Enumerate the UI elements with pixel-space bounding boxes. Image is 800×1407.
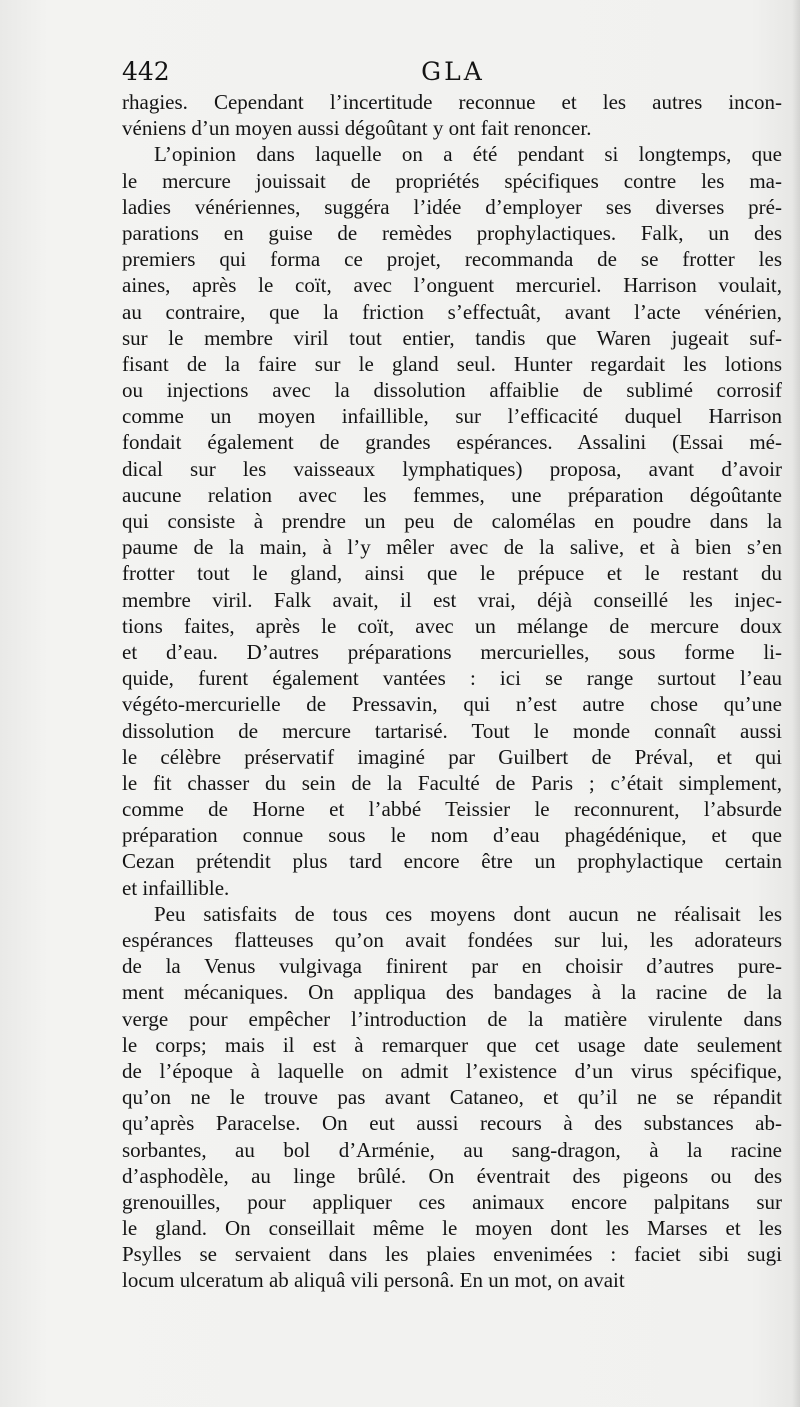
text-line: comme un moyen infaillible, sur l’efficacité duquel Harrison bbox=[122, 404, 782, 429]
text-line: végéto-mercurielle de Pressavin, qui n’est autre chose qu’une bbox=[122, 692, 782, 717]
text-line: le fit chasser du sein de la Faculté de Paris ; c’était simplement, bbox=[122, 770, 782, 795]
text-line: fisant de la faire sur le gland seul. Hunter regardait les lotions bbox=[122, 351, 782, 376]
text-line: de la Venus vulgivaga finirent par en choisir d’autres pure- bbox=[122, 954, 782, 979]
text-body bbox=[122, 89, 782, 1294]
text-line: qu’on ne le trouve pas avant Cataneo, et qu’il ne se répandit bbox=[122, 1085, 782, 1110]
text-line: premiers qui forma ce projet, recommanda de se frotter les bbox=[122, 247, 782, 272]
text-line: parations en guise de remèdes prophylactiques. Falk, un des bbox=[122, 220, 782, 245]
text-line: ment mécaniques. On appliqua des bandages à la racine de la bbox=[122, 980, 782, 1005]
text-line: le corps; mais il est à remarquer que cet usage date seulement bbox=[122, 1032, 782, 1057]
text-line: le célèbre préservatif imaginé par Guilbert de Préval, et qui bbox=[122, 744, 782, 769]
text-line: d’asphodèle, au linge brûlé. On éventrait des pigeons ou des bbox=[122, 1163, 782, 1188]
text-line: verge pour empêcher l’introduction de la matière virulente dans bbox=[122, 1006, 782, 1031]
text-line: de l’époque à laquelle on admit l’existence d’un virus spécifique, bbox=[122, 1058, 782, 1083]
text-line: Psylles se servaient dans les plaies envenimées : faciet sibi sugi bbox=[122, 1242, 782, 1267]
text-line: ladies vénériennes, suggéra l’idée d’employer ses diverses pré- bbox=[122, 194, 782, 219]
paragraph bbox=[122, 901, 782, 1294]
running-title: GLA bbox=[421, 57, 485, 86]
text-line: ou injections avec la dissolution affaiblie de sublimé corrosif bbox=[122, 378, 782, 403]
text-line: sur le membre viril tout entier, tandis que Waren jugeait suf- bbox=[122, 325, 782, 350]
text-line: au contraire, que la friction s’effectuât, avant l’acte vénérien, bbox=[122, 299, 782, 324]
text-line: tions faites, après le coït, avec un mélange de mercure doux bbox=[122, 613, 782, 638]
text-line: rhagies. Cependant l’incertitude reconnue et les autres incon- bbox=[122, 90, 782, 114]
text-line: L’opinion dans laquelle on a été pendant si longtemps, que bbox=[154, 142, 782, 167]
page-number: 442 bbox=[122, 57, 170, 86]
text-line: véniens d’un moyen aussi dégoûtant y ont fait renoncer. bbox=[122, 116, 592, 141]
page-edge-shadow bbox=[792, 0, 800, 1407]
text-line: frotter tout le gland, ainsi que le prépuce et le restant du bbox=[122, 561, 782, 586]
text-line: membre viril. Falk avait, il est vrai, déjà conseillé les injec- bbox=[122, 587, 782, 612]
text-line: comme de Horne et l’abbé Teissier le reconnurent, l’absurde bbox=[122, 797, 782, 822]
text-line: qu’après Paracelse. On eut aussi recours à des substances ab- bbox=[122, 1111, 782, 1136]
text-line: le mercure jouissait de propriétés spécifiques contre les ma- bbox=[122, 168, 782, 193]
text-line: fondait également de grandes espérances. Assalini (Essai mé- bbox=[122, 430, 782, 455]
text-line: le gland. On conseillait même le moyen dont les Marses et les bbox=[122, 1216, 782, 1241]
paragraph bbox=[122, 141, 782, 900]
text-line: qui consiste à prendre un peu de calomélas en poudre dans la bbox=[122, 509, 782, 533]
text-line: Cezan prétendit plus tard encore être un prophylactique certain bbox=[122, 849, 782, 874]
page-header bbox=[122, 56, 784, 88]
text-line: locum ulceratum ab aliquâ vili personâ. En un mot, on avait bbox=[122, 1268, 625, 1293]
text-line: quide, furent également vantées : ici se range surtout l’eau bbox=[122, 666, 782, 691]
text-line: et infaillible. bbox=[122, 875, 230, 900]
text-line: préparation connue sous le nom d’eau phagédénique, et que bbox=[122, 823, 782, 848]
paragraph bbox=[122, 89, 782, 141]
text-line: sorbantes, au bol d’Arménie, au sang-dragon, à la racine bbox=[122, 1137, 782, 1162]
text-line: aines, après le coït, avec l’onguent mercuriel. Harrison voulait, bbox=[122, 273, 782, 298]
text-line: espérances flatteuses qu’on avait fondées sur lui, les adorateurs bbox=[122, 928, 782, 952]
text-line: grenouilles, pour appliquer ces animaux encore palpitans sur bbox=[122, 1189, 782, 1214]
text-line: dical sur les vaisseaux lymphatiques) proposa, avant d’avoir bbox=[122, 456, 782, 481]
text-line: paume de la main, à l’y mêler avec de la salive, et à bien s’en bbox=[122, 535, 782, 560]
text-line: et d’eau. D’autres préparations mercurielles, sous forme li- bbox=[122, 639, 782, 664]
text-line: aucune relation avec les femmes, une préparation dégoûtante bbox=[122, 482, 782, 507]
text-line: dissolution de mercure tartarisé. Tout le monde connaît aussi bbox=[122, 718, 782, 743]
text-line: Peu satisfaits de tous ces moyens dont aucun ne réalisait les bbox=[154, 901, 782, 926]
